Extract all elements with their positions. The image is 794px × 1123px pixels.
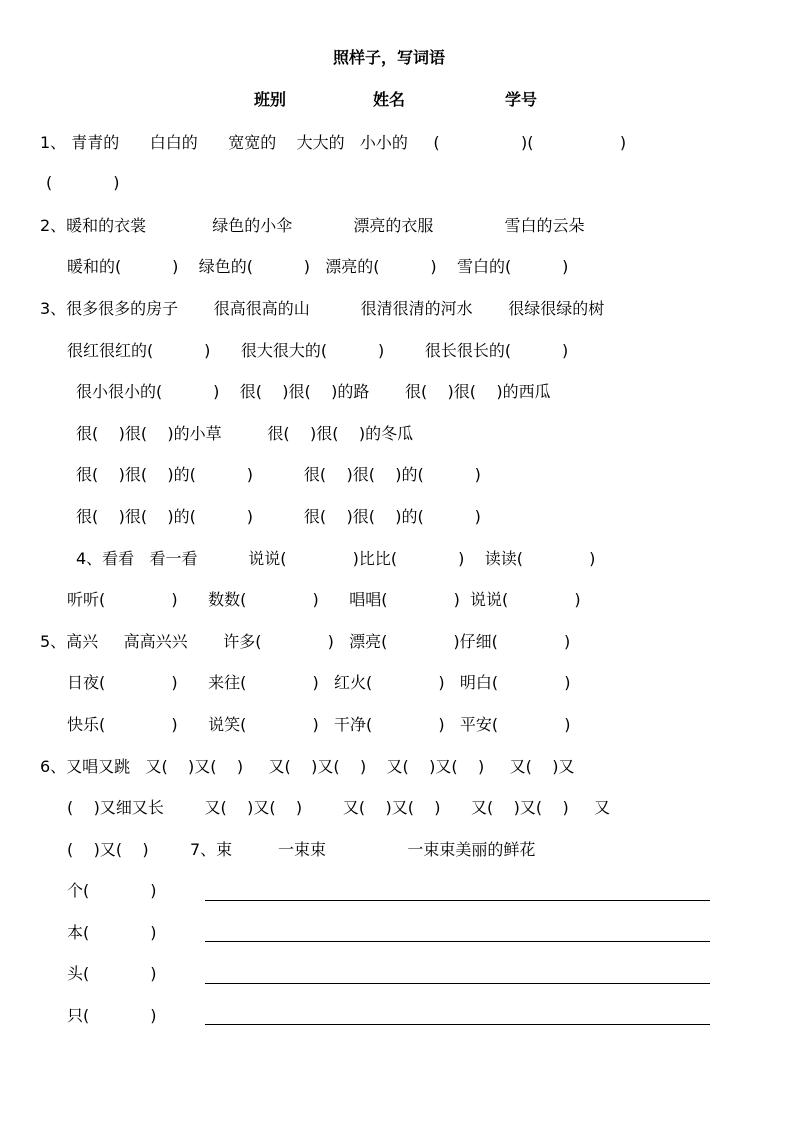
q6-line1: 6、又唱又跳 又( )又( ) 又( )又( ) 又( )又( ) 又( )又 [40, 757, 575, 776]
q5-line3: 快乐( ) 说笑( ) 干净( ) 平安( ) [67, 715, 571, 734]
q5-line1: 5、高兴 高高兴兴 许多( ) 漂亮( )仔细( ) [40, 632, 571, 651]
q7-heading: 7、束 一束束 一束束美丽的鲜花 [190, 840, 536, 859]
page-title: 照样子，写词语 [333, 48, 446, 67]
q1-line2: ( ) [46, 173, 120, 192]
answer-line[interactable] [205, 983, 710, 984]
answer-line[interactable] [205, 1024, 710, 1025]
q4-line1: 4、看看 看一看 说说( )比比( ) 读读( ) [76, 549, 596, 568]
q7-item: 本( ) [67, 923, 157, 942]
q3-line4: 很( )很( )的小草 很( )很( )的冬瓜 [76, 424, 414, 443]
q3-line6: 很( )很( )的( ) 很( )很( )的( ) [76, 507, 481, 526]
number-label: 学号 [505, 90, 538, 109]
q3-line5: 很( )很( )的( ) 很( )很( )的( ) [76, 465, 481, 484]
answer-line[interactable] [205, 941, 710, 942]
name-label: 姓名 [373, 90, 406, 109]
q7-item: 只( ) [67, 1006, 157, 1025]
q7-item: 头( ) [67, 964, 157, 983]
answer-line[interactable] [205, 900, 710, 901]
q5-line2: 日夜( ) 来往( ) 红火( ) 明白( ) [67, 673, 571, 692]
q2-line1: 2、暖和的衣裳 绿色的小伞 漂亮的衣服 雪白的云朵 [40, 216, 585, 235]
q7-item: 个( ) [67, 881, 157, 900]
class-label: 班别 [254, 90, 287, 109]
q1-line1: 1、 青青的 白白的 宽宽的 大大的 小小的 ( )( ) [40, 133, 627, 152]
q3-line3: 很小很小的( ) 很( )很( )的路 很( )很( )的西瓜 [76, 382, 551, 401]
q2-line2: 暖和的( ) 绿色的( ) 漂亮的( ) 雪白的( ) [67, 257, 569, 276]
q6-line2: ( )又细又长 又( )又( ) 又( )又( ) 又( )又( ) 又 [67, 798, 611, 817]
q6-line3: ( )又( ) [67, 840, 149, 859]
q4-line2: 听听( ) 数数( ) 唱唱( ) 说说( ) [67, 590, 581, 609]
q3-line1: 3、很多很多的房子 很高很高的山 很清很清的河水 很绿很绿的树 [40, 299, 605, 318]
q3-line2: 很红很红的( ) 很大很大的( ) 很长很长的( ) [67, 341, 569, 360]
